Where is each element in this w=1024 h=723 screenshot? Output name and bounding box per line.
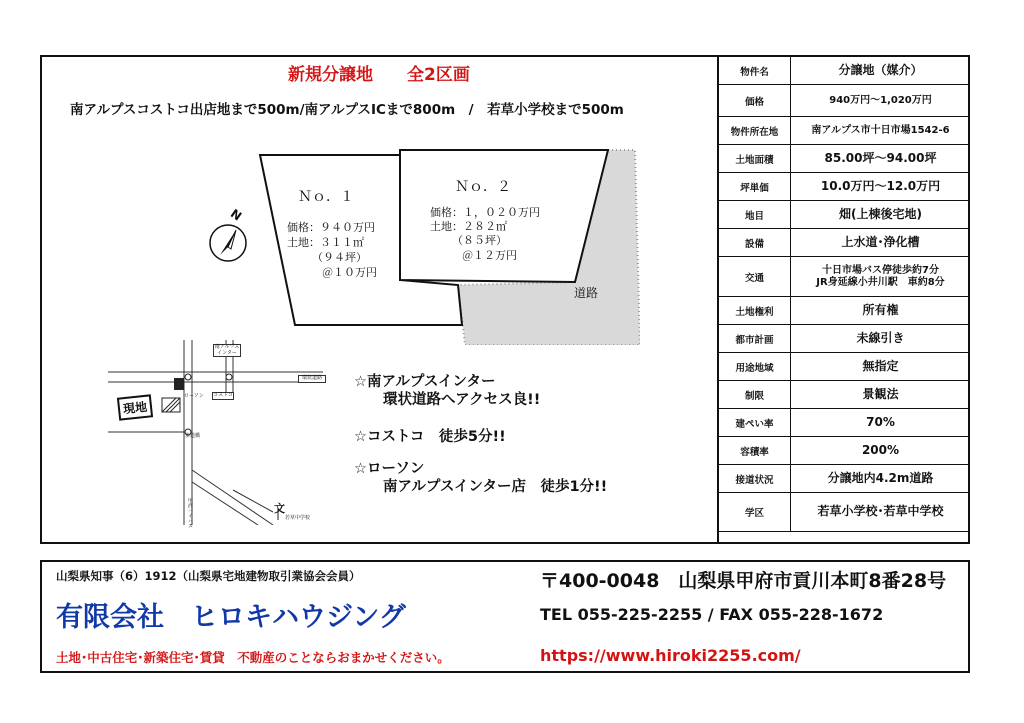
plot-2-unit-price: ＠１２万円 <box>462 249 517 262</box>
property-row <box>719 353 970 381</box>
property-row <box>719 493 970 532</box>
license-text: 山梨県知事（6）1912（山梨県宅地建物取引業協会会員） <box>56 569 361 583</box>
property-row <box>719 173 970 201</box>
property-value: 若草小学校･若草中学校 <box>817 504 944 519</box>
property-row <box>719 85 970 117</box>
compass-north-letter: N <box>227 206 245 224</box>
property-value: 十日市場バス停徒歩約7分 JR身延線小井川駅 車約8分 <box>816 265 945 288</box>
property-value: 分譲地（媒介） <box>838 62 923 77</box>
property-value: 10.0万円～12.0万円 <box>820 178 941 193</box>
property-label: 都市計画 <box>719 325 791 352</box>
access-map <box>108 340 328 525</box>
property-label: 価格 <box>719 85 791 116</box>
property-label: 制限 <box>719 381 791 408</box>
property-value: 分譲地内4.2m道路 <box>827 470 934 485</box>
map-current-site-label: 現地 <box>117 394 153 420</box>
distance-subtitle: 南アルプスコストコ出店地まで500m/南アルプスICまで800m / 若草小学校まで500m <box>70 102 624 118</box>
plot-1-land: 土地：３１１㎡ <box>287 236 364 249</box>
plot-2-number: Ｎｏ．２ <box>455 179 511 195</box>
feature-interchange: ☆南アルプスインター 環状道路へアクセス良!! <box>354 374 541 409</box>
property-label: 地目 <box>719 201 791 228</box>
feature-lawson: ☆ローソン 南アルプスインター店 徒歩1分!! <box>354 461 608 496</box>
property-value: 無指定 <box>862 358 899 373</box>
map-bypass-label: 甲西バイパス <box>187 498 193 528</box>
property-row <box>719 325 970 353</box>
company-address: 〒400-0048 山梨県甲府市貢川本町8番28号 <box>540 570 947 592</box>
property-label: 物件名 <box>719 57 791 84</box>
property-value: 200% <box>861 442 900 457</box>
property-label: 学区 <box>719 493 791 531</box>
website-link[interactable]: https://www.hiroki2255.com/ <box>540 646 801 665</box>
property-value: 南アルプス市十日市場1542-6 <box>811 124 950 136</box>
property-value: 所有権 <box>862 302 899 317</box>
property-row <box>719 257 970 297</box>
plot-2-land: 土地：２８２㎡ <box>430 220 507 233</box>
property-row <box>719 117 970 145</box>
plot-2-price: 価格：１，０２０万円 <box>430 206 540 219</box>
services-tagline: 土地･中古住宅･新築住宅･賃貸 不動産のことならおまかせください。 <box>56 650 450 665</box>
school-symbol: 文 <box>274 502 285 515</box>
property-row <box>719 201 970 229</box>
property-row <box>719 145 970 173</box>
property-label: 建ぺい率 <box>719 409 791 436</box>
property-value: 上水道･浄化槽 <box>841 234 920 249</box>
compass-icon <box>208 222 248 264</box>
plot-2-tsubo: （８５坪） <box>452 234 507 247</box>
company-phone-fax: TEL 055-225-2255 / FAX 055-228-1672 <box>540 605 884 624</box>
property-row <box>719 297 970 325</box>
page-title: 新規分譲地 全2区画 <box>288 65 470 85</box>
property-label: 坪単価 <box>719 173 791 200</box>
map-ring-road-label: 環状道路 <box>298 375 326 383</box>
map-lawson-label: ローソン <box>184 393 204 399</box>
feature-costco: ☆コストコ 徒歩5分!! <box>354 429 506 445</box>
property-value: 景観法 <box>862 386 899 401</box>
map-costco-label: コストコ <box>213 392 233 398</box>
map-school-label: 若草中学校 <box>285 515 311 521</box>
property-row <box>719 381 970 409</box>
property-value: 70% <box>866 414 895 429</box>
property-label: 土地権利 <box>719 297 791 324</box>
company-name: 有限会社 ヒロキハウジング <box>56 602 406 633</box>
plot-diagram <box>200 140 640 345</box>
map-sidewalk-label: 歩道橋 <box>185 433 201 439</box>
property-row <box>719 57 970 85</box>
map-interchange-label: 南アルプス インター <box>214 344 240 356</box>
property-value: 畑(上棟後宅地) <box>839 206 922 221</box>
property-label: 用途地域 <box>719 353 791 380</box>
plot-1-price: 価格：９４０万円 <box>287 221 375 234</box>
property-row <box>719 465 970 493</box>
property-label: 土地面積 <box>719 145 791 172</box>
property-label: 設備 <box>719 229 791 256</box>
plot-1-unit-price: ＠１０万円 <box>322 266 377 279</box>
plot-1-number: Ｎｏ．１ <box>298 189 354 205</box>
property-row <box>719 229 970 257</box>
property-label: 交通 <box>719 257 791 296</box>
property-value: 85.00坪～94.00坪 <box>824 150 937 165</box>
property-row <box>719 409 970 437</box>
property-table <box>717 57 970 542</box>
plot-1-tsubo: （９４坪） <box>312 251 367 264</box>
road-label: 道路 <box>574 286 599 300</box>
property-value: 940万円～1,020万円 <box>829 94 932 106</box>
property-label: 物件所在地 <box>719 117 791 144</box>
property-label: 容積率 <box>719 437 791 464</box>
property-label: 接道状況 <box>719 465 791 492</box>
property-value: 未線引き <box>856 330 905 345</box>
property-row <box>719 437 970 465</box>
